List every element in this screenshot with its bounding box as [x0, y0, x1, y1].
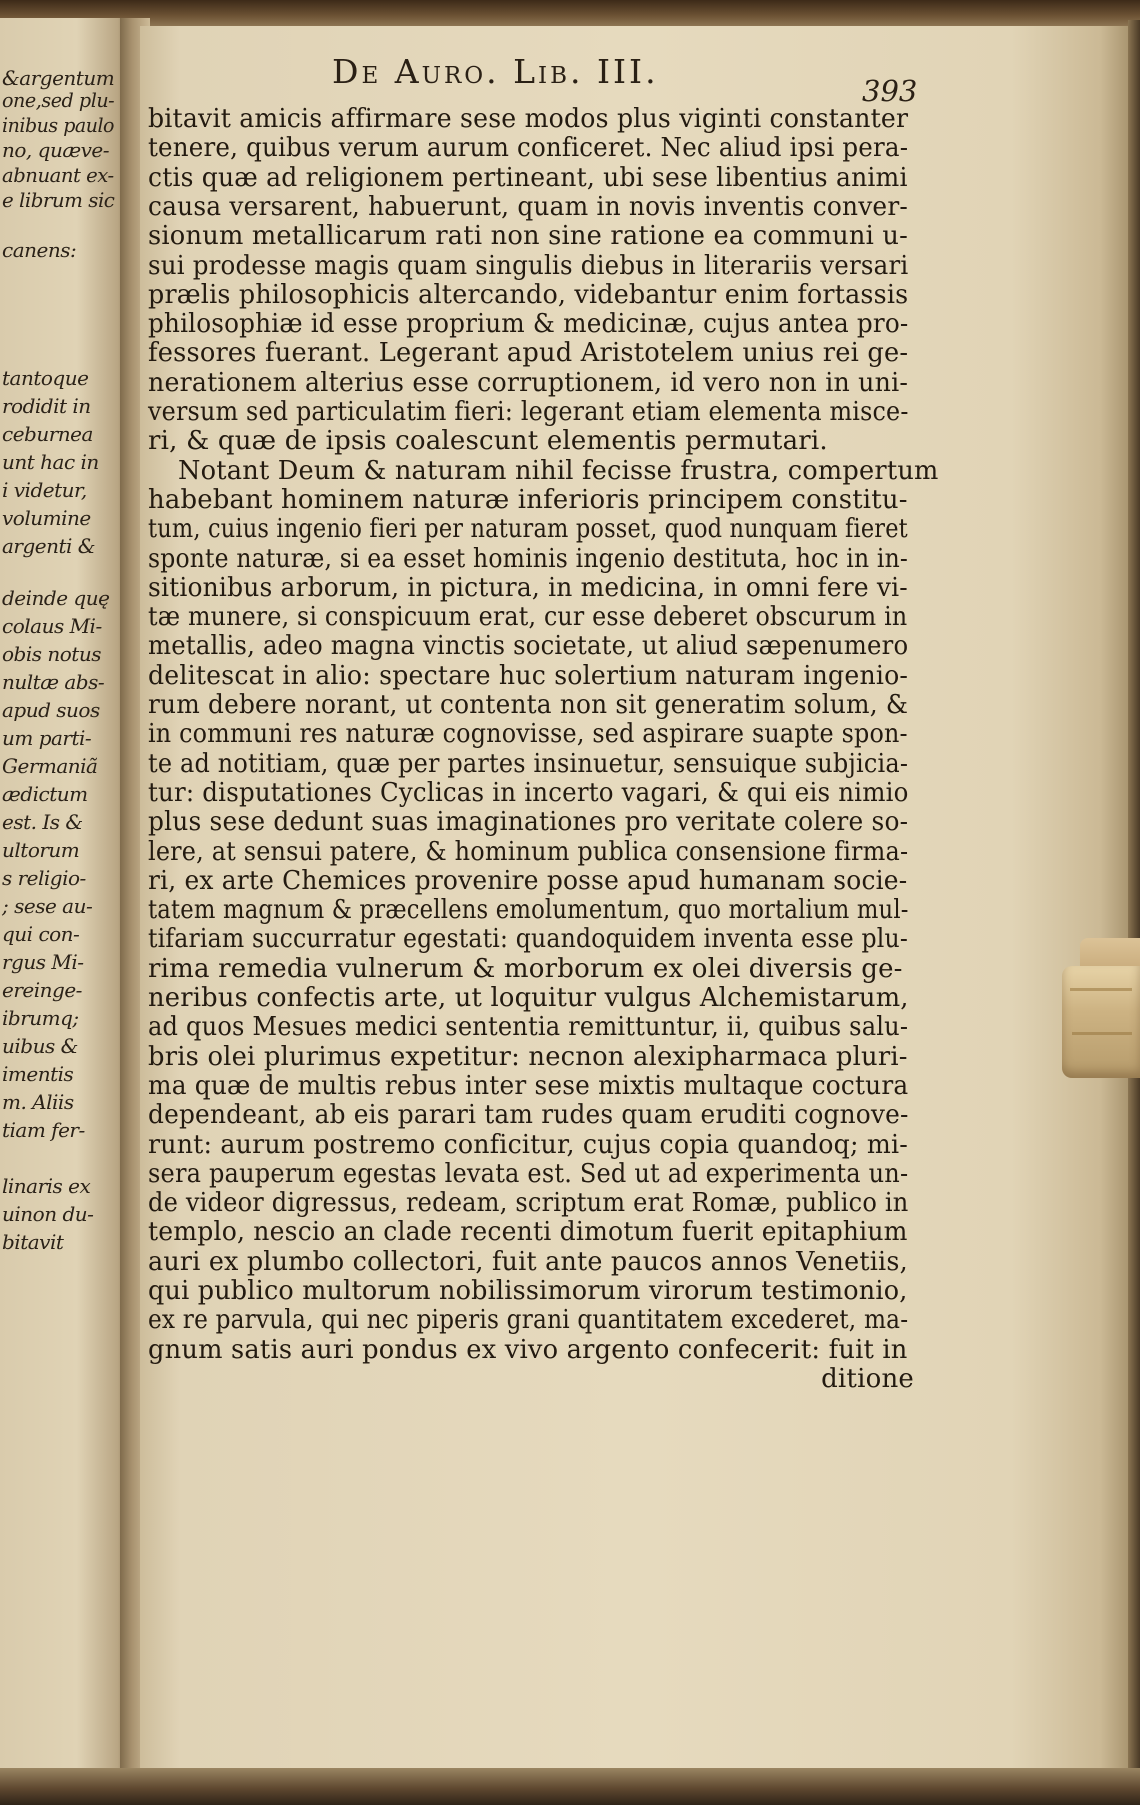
left-page-line: obis notus [2, 642, 101, 666]
left-page-line: ædictum [2, 782, 88, 806]
left-page-line: ereinge- [2, 978, 82, 1002]
text-line: prælis philosophicis altercando, videbantur enim fortassis [148, 280, 909, 310]
left-page-line: inibus paulo [2, 113, 115, 137]
text-line: nerationem alterius esse corruptionem, id vero non in uni- [148, 368, 909, 398]
text-line: sui prodesse magis quam singulis diebus in literariis versari [148, 251, 909, 281]
left-page-line: i videtur, [2, 478, 87, 502]
text-line: ma quæ de multis rebus inter sese mixtis multaque coctura [148, 1071, 909, 1101]
text-line: ad quos Mesues medici sententia remittuntur, ii, quibus salu- [148, 1012, 909, 1042]
left-page-line: est. Is & [2, 810, 83, 834]
left-page-line: one,sed plu- [2, 88, 115, 112]
left-page-line: volumine [2, 506, 91, 530]
text-line: tenere, quibus verum aurum conficeret. Nec aliud ipsi pera- [148, 133, 909, 163]
text-line: auri ex plumbo collectori, fuit ante paucos annos Venetiis, [148, 1247, 908, 1277]
left-page-line: abnuant ex- [2, 163, 114, 187]
left-page-line: e librum sic [2, 188, 115, 212]
text-line: causa versarent, habuerunt, quam in novis inventis conver- [148, 192, 908, 222]
left-page-line: ibrumq; [2, 1006, 79, 1030]
text-line: fessores fuerant. Legerant apud Aristotelem unius rei ge- [148, 338, 909, 368]
text-line: lere, at sensui patere, & hominum publica consensione firma- [148, 837, 909, 867]
text-line: bris olei plurimus expetitur: necnon alexipharmaca pluri- [148, 1042, 908, 1072]
left-page-line: rodidit in [2, 394, 91, 418]
text-line: ctis quæ ad religionem pertineant, ubi sese libentius animi [148, 163, 908, 193]
text-line: versum sed particulatim fieri: legerant etiam elementa misce- [148, 397, 909, 427]
left-page-line: um parti- [2, 726, 92, 750]
text-line: de videor digressus, redeam, scriptum erat Romæ, publico in [148, 1188, 909, 1218]
text-line: tatem magnum & præcellens emolumentum, quo mortalium mul- [148, 895, 909, 925]
text-line: runt: aurum postremo conficitur, cujus copia quandoq; mi- [148, 1130, 909, 1160]
left-page-line: m. Aliis [2, 1090, 74, 1114]
text-line: tum, cuius ingenio fieri per naturam posset, quod nunquam fieret [148, 514, 908, 544]
left-page-line: colaus Mi- [2, 614, 102, 638]
left-page-line: canens: [2, 238, 77, 262]
text-line: delitescat in alio: spectare huc solertium naturam ingenio- [148, 661, 909, 691]
text-line: sera pauperum egestas levata est. Sed ut ad experimenta un- [148, 1159, 909, 1189]
text-line: gnum satis auri pondus ex vivo argento confecerit: fuit in [148, 1335, 908, 1365]
left-page-line: s religio- [2, 866, 86, 890]
left-page-line: unt hac in [2, 450, 99, 474]
text-line: ri, ex arte Chemices provenire posse apud humanam socie- [148, 866, 908, 896]
page-number: 393 [862, 74, 918, 108]
left-page-line: nultæ abs- [2, 670, 105, 694]
left-page-line: linaris ex [2, 1174, 91, 1198]
left-page-line: imentis [2, 1062, 74, 1086]
left-page-line: &argentum [2, 66, 115, 90]
text-line: tifariam succurratur egestati: quandoquidem inventa esse plu- [148, 924, 908, 954]
text-line: sitionibus arborum, in pictura, in medicina, in omni fere vi- [148, 573, 908, 603]
text-line: qui publico multorum nobilissimorum virorum testimonio, [148, 1276, 908, 1306]
left-page-line: no, quæve- [2, 138, 110, 162]
left-page-line: rgus Mi- [2, 950, 84, 974]
left-page-line: uinon du- [2, 1202, 94, 1226]
left-page-line: uibus & [2, 1034, 78, 1058]
left-page-line: Germaniã [2, 754, 98, 778]
left-page-line: qui con- [2, 922, 80, 946]
text-line: bitavit amicis affirmare sese modos plus viginti constanter [148, 104, 909, 134]
text-line: Notant Deum & naturam nihil fecisse frustra, compertum [178, 456, 939, 486]
left-page-line: ; sese au- [2, 894, 93, 918]
left-page-line: tantoque [2, 366, 89, 390]
left-page-line: ceburnea [2, 422, 93, 446]
page-edge [1128, 20, 1140, 1780]
text-line: philosophiæ id esse proprium & medicinæ, cujus antea pro- [148, 309, 909, 339]
text-line: templo, nescio an clade recenti dimotum fuerit epitaphium [148, 1217, 908, 1247]
running-head: De Auro. Lib. III. [332, 52, 659, 91]
text-line: tæ munere, si conspicuum erat, cur esse deberet obscurum in [148, 602, 908, 632]
left-page-line: bitavit [2, 1230, 64, 1254]
text-line: ex re parvula, qui nec piperis grani quantitatem excederet, ma- [148, 1305, 909, 1335]
text-line: neribus confectis arte, ut loquitur vulgus Alchemistarum, [148, 983, 909, 1013]
left-page [0, 18, 128, 1778]
text-line: metallis, adeo magna vinctis societate, ut aliud sæpenumero [148, 631, 909, 661]
text-line: tur: disputationes Cyclicas in incerto vagari, & qui eis nimio [148, 778, 909, 808]
text-line: habebant hominem naturæ inferioris principem constitu- [148, 485, 908, 515]
text-line: te ad notitiam, quæ per partes insinuetur, sensuique subjicia- [148, 749, 909, 779]
text-line: ri, & quæ de ipsis coalescunt elementis permutari. [148, 426, 828, 456]
text-line: sponte naturæ, si ea esset hominis ingenio destituta, hoc in in- [148, 544, 909, 574]
wooden-clip [1062, 966, 1140, 1078]
left-page-line: ultorum [2, 838, 80, 862]
text-line: plus sese dedunt suas imaginationes pro veritate colere so- [148, 807, 909, 837]
text-line: rum debere norant, ut contenta non sit generatim solum, & [148, 690, 909, 720]
left-page-line: apud suos [2, 698, 100, 722]
catchword: ditione [821, 1364, 914, 1394]
book-bottom-edge [0, 1768, 1140, 1805]
left-page-line: deinde quę [2, 586, 110, 610]
text-line: rima remedia vulnerum & morborum ex olei diversis ge- [148, 954, 903, 984]
text-line: sionum metallicarum rati non sine ratione ea communi u- [148, 221, 909, 251]
left-page-line: tiam fer- [2, 1118, 85, 1142]
left-page-line: argenti & [2, 534, 96, 558]
text-line: in communi res naturæ cognovisse, sed aspirare suapte spon- [148, 719, 908, 749]
text-line: dependeant, ab eis parari tam rudes quam eruditi cognove- [148, 1100, 909, 1130]
